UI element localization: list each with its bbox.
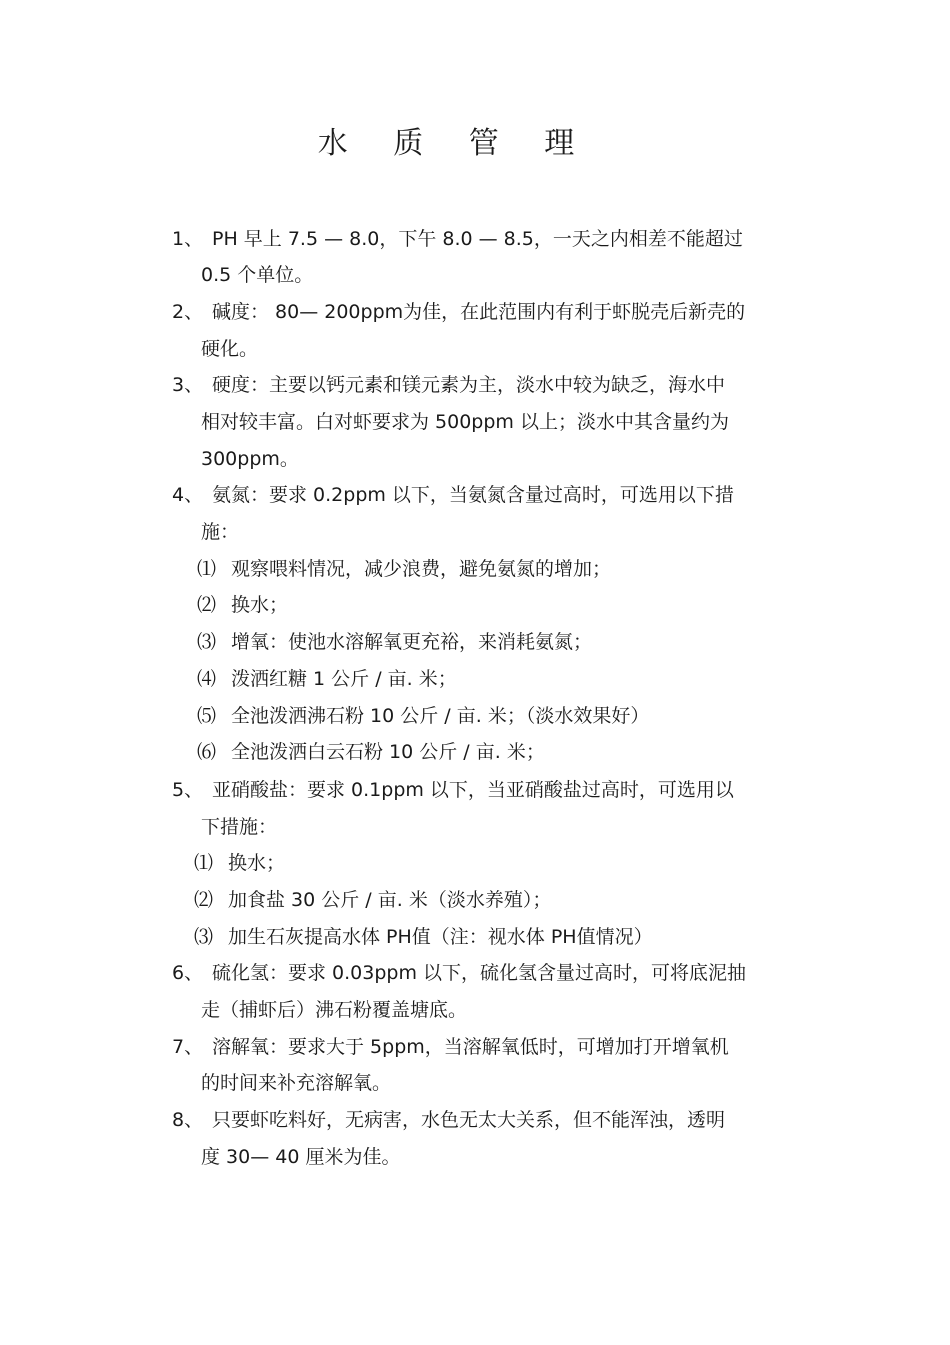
sub-item	[197, 666, 457, 692]
list-item-5-line-2: 下措施：	[201, 816, 278, 838]
sub-item-number: ⑸	[197, 705, 217, 727]
sub-item-text: 全池泼洒白云石粉 10 公斤 / 亩. 米；	[231, 741, 545, 763]
list-item-2-line-2: 硬化。	[201, 338, 259, 360]
list-item-6-line-2: 走（捕虾后）沸石粉覆盖塘底。	[201, 999, 468, 1021]
sub-item-number: ⑴	[194, 852, 214, 874]
sub-item-text: 换水；	[228, 852, 286, 874]
list-item-8-line-1	[172, 1107, 725, 1133]
list-item-4-line-2: 施：	[201, 521, 240, 543]
sub-item	[197, 629, 592, 655]
sub-item	[194, 924, 653, 950]
list-item-text: 碱度： 80— 200ppm为佳，在此范围内有利于虾脱壳后新壳的	[212, 301, 746, 323]
list-item-5-line-1	[172, 777, 734, 803]
sub-item-text: 加生石灰提高水体 PH值（注：视水体 PH值情况）	[228, 926, 653, 948]
list-item-number: 7、	[172, 1036, 204, 1058]
sub-item-text: 换水；	[231, 594, 289, 616]
list-item-6-line-1	[172, 960, 746, 986]
list-item-number: 4、	[172, 484, 204, 506]
list-item-7-line-1	[172, 1034, 729, 1060]
list-item-number: 8、	[172, 1109, 204, 1131]
list-item-number: 1、	[172, 228, 204, 250]
sub-item-number: ⑹	[197, 741, 217, 763]
sub-item-number: ⑵	[197, 594, 217, 616]
list-item-number: 2、	[172, 301, 204, 323]
list-item-number: 5、	[172, 779, 204, 801]
sub-item	[197, 592, 288, 618]
list-item-text: PH 早上 7.5 — 8.0，下午 8.0 — 8.5，一天之内相差不能超过	[212, 228, 743, 250]
list-item-text: 硬度：主要以钙元素和镁元素为主，淡水中较为缺乏，海水中	[212, 374, 726, 396]
sub-item	[197, 556, 611, 582]
sub-item-number: ⑶	[194, 926, 214, 948]
sub-item-text: 泼洒红糖 1 公斤 / 亩. 米；	[231, 668, 457, 690]
sub-item	[194, 887, 551, 913]
list-item-8-line-2: 度 30— 40 厘米为佳。	[201, 1146, 401, 1168]
list-item-1-line-2: 0.5 个单位。	[201, 264, 314, 286]
list-item-text: 亚硝酸盐：要求 0.1ppm 以下，当亚硝酸盐过高时，可选用以	[212, 779, 734, 801]
list-item-text: 只要虾吃料好，无病害，水色无太大关系，但不能浑浊，透明	[212, 1109, 726, 1131]
list-item-3-line-2: 相对较丰富。白对虾要求为 500ppm 以上；淡水中其含量约为	[201, 411, 729, 433]
list-item-4-line-1	[172, 482, 734, 508]
list-item-3-line-1	[172, 372, 725, 398]
list-item-text: 硫化氢：要求 0.03ppm 以下，硫化氢含量过高时，可将底泥抽	[212, 962, 747, 984]
sub-item-text: 观察喂料情况，减少浪费，避免氨氮的增加；	[231, 558, 612, 580]
sub-item-number: ⑵	[194, 889, 214, 911]
sub-item-text: 加食盐 30 公斤 / 亩. 米（淡水养殖）；	[228, 889, 552, 911]
sub-item-number: ⑷	[197, 668, 217, 690]
sub-item	[197, 739, 545, 765]
sub-item-text: 全池泼洒沸石粉 10 公斤 / 亩. 米；（淡水效果好）	[231, 705, 650, 727]
list-item-text: 氨氮：要求 0.2ppm 以下，当氨氮含量过高时，可选用以下措	[212, 484, 734, 506]
sub-item	[194, 850, 285, 876]
list-item-number: 6、	[172, 962, 204, 984]
list-item-text: 溶解氧：要求大于 5ppm，当溶解氧低时，可增加打开增氧机	[212, 1036, 729, 1058]
list-item-3-line-3: 300ppm。	[201, 448, 299, 470]
list-item-1-line-1	[172, 226, 743, 252]
sub-item-number: ⑶	[197, 631, 217, 653]
sub-item	[197, 703, 649, 729]
sub-item-text: 增氧：使池水溶解氧更充裕，来消耗氨氮；	[231, 631, 593, 653]
list-item-number: 3、	[172, 374, 204, 396]
sub-item-number: ⑴	[197, 558, 217, 580]
list-item-7-line-2: 的时间来补充溶解氧。	[201, 1072, 392, 1094]
page-title: 水 质 管 理	[317, 126, 593, 161]
list-item-2-line-1	[172, 299, 745, 325]
